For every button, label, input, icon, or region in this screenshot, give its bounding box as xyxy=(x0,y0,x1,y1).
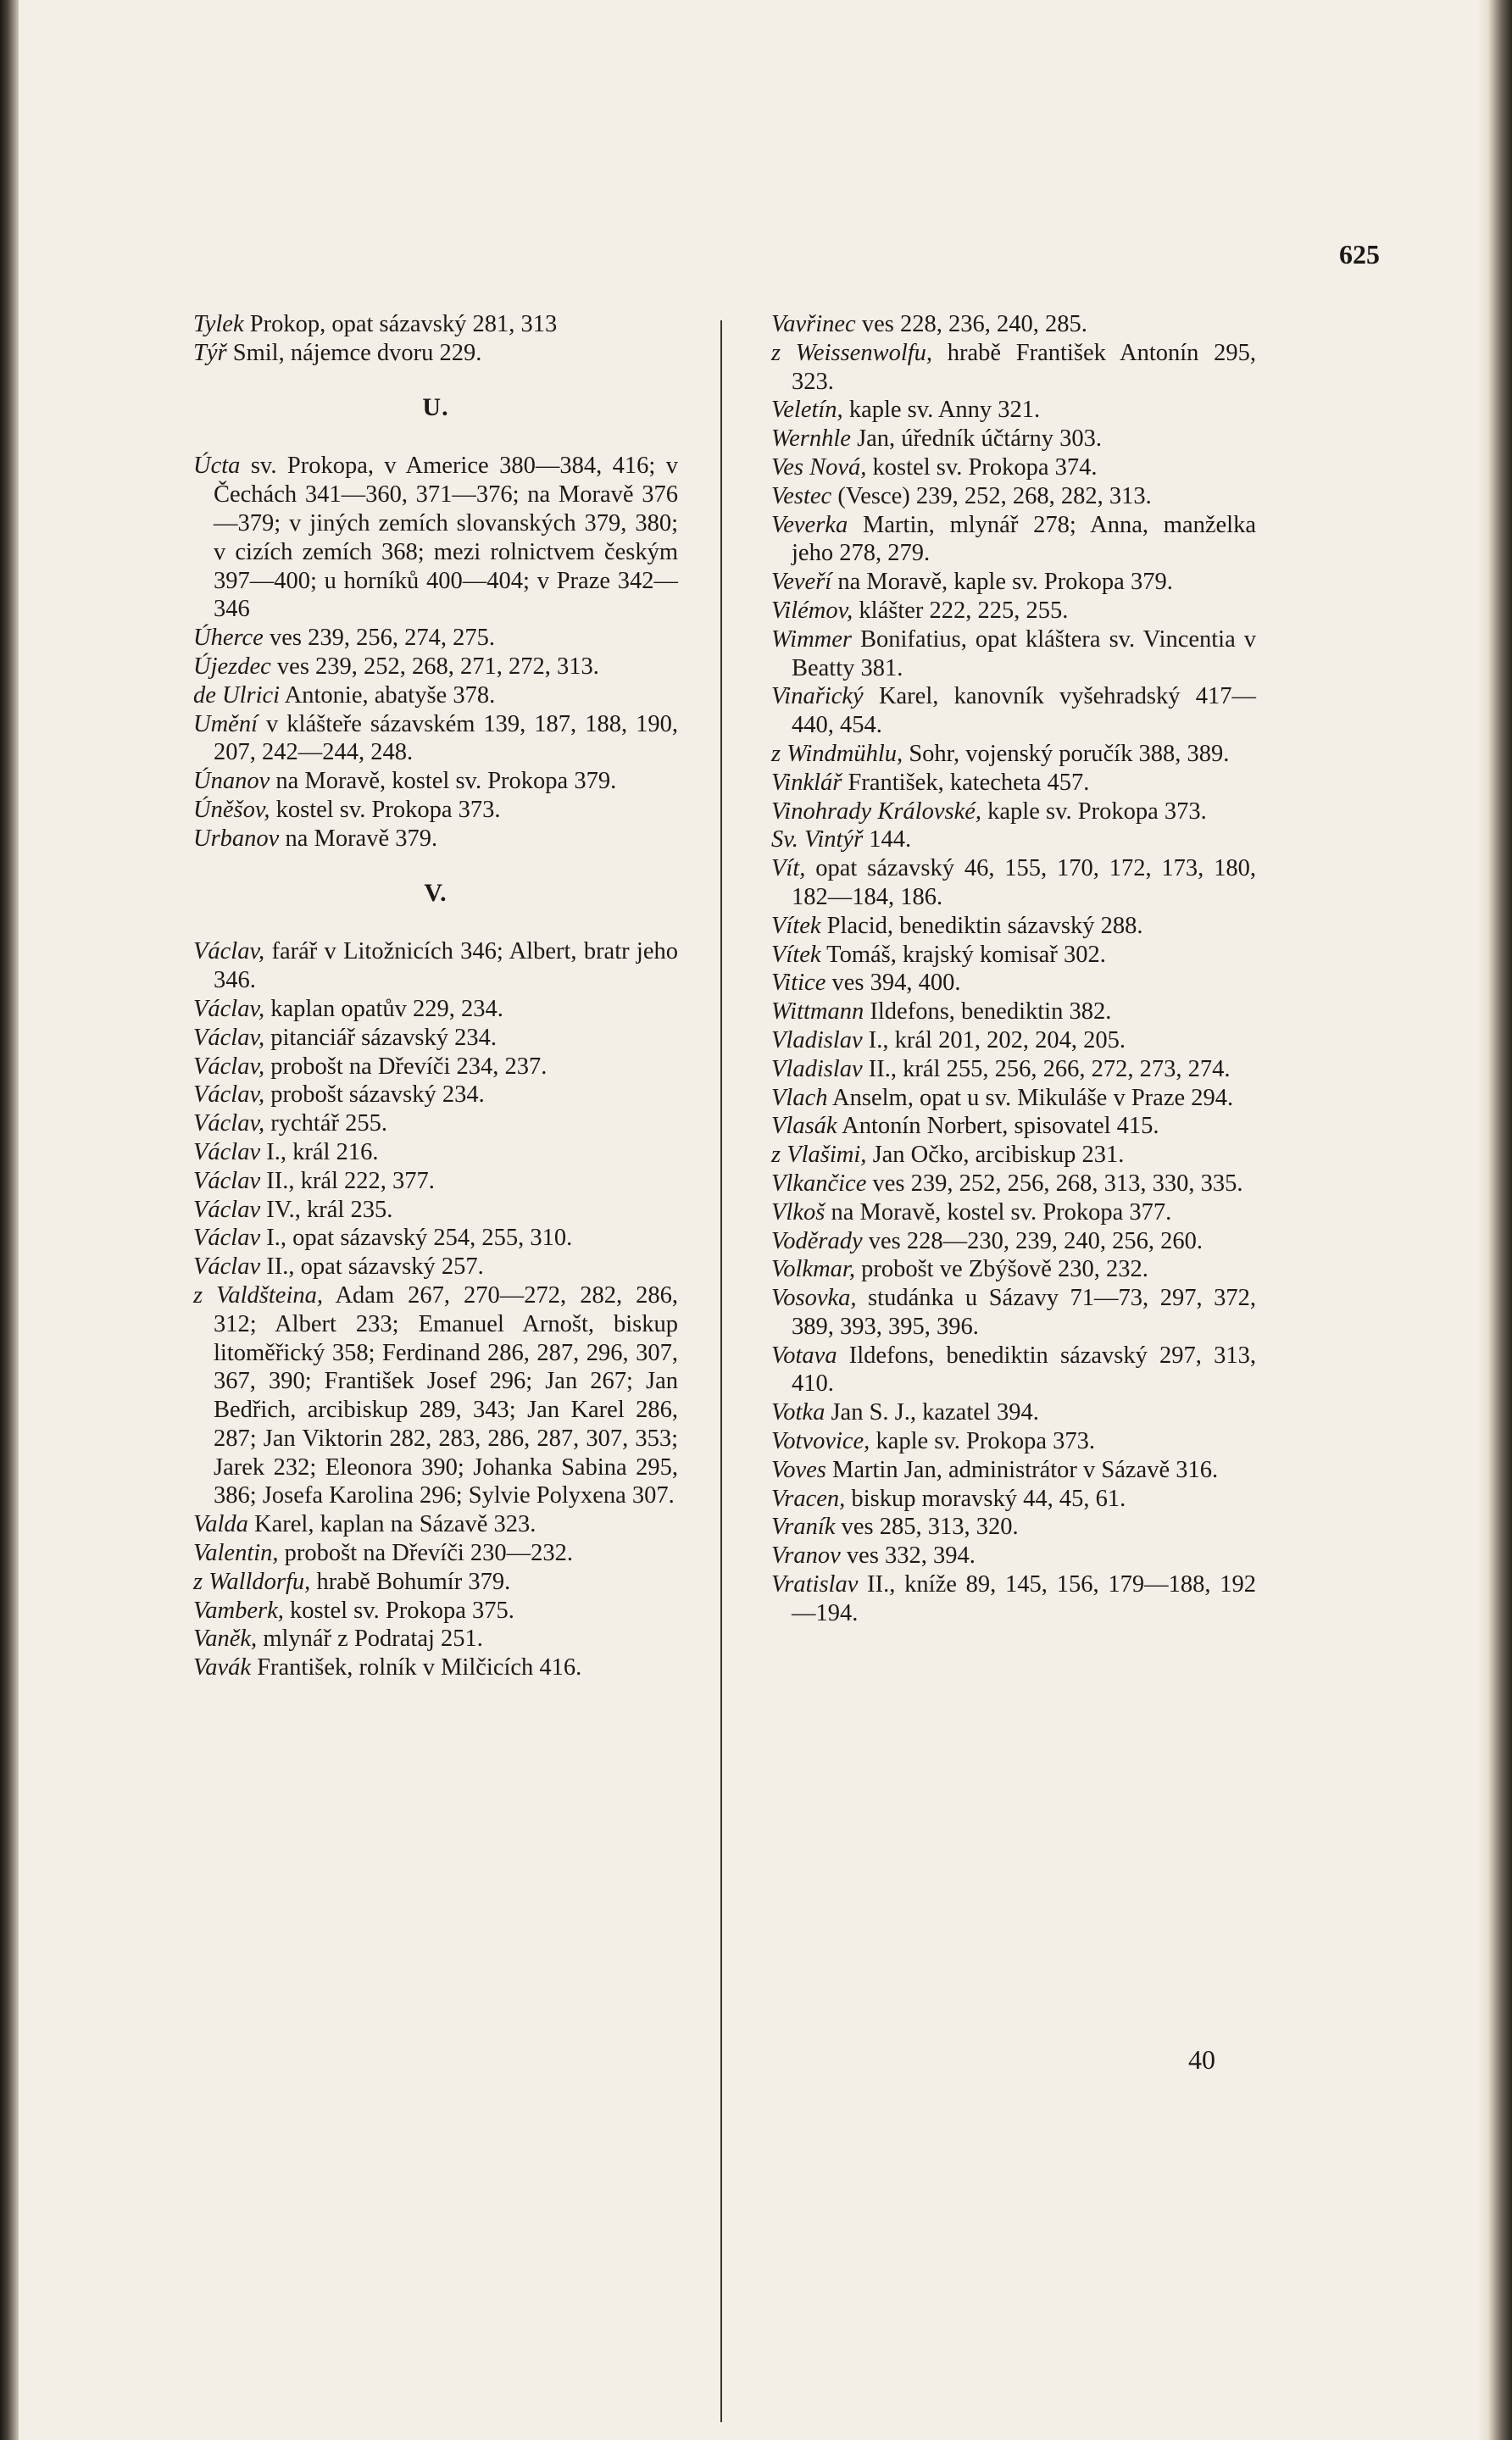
index-entry-headword: Václav xyxy=(193,1253,261,1281)
index-entry-headword: Wernhle xyxy=(771,425,851,453)
index-entry-headword: Václav xyxy=(193,1225,261,1252)
index-entry-text: Antonín Norbert, spisovatel 415. xyxy=(837,1113,1159,1140)
index-entry xyxy=(771,682,1256,740)
index-entry xyxy=(193,1625,678,1654)
index-entry-headword: de Ulrici xyxy=(193,681,281,709)
section-letter-heading: U. xyxy=(422,392,449,421)
index-entry-headword: Vinařický xyxy=(771,683,864,710)
index-entry-text: 144. xyxy=(863,826,912,853)
index-entry xyxy=(771,1026,1256,1055)
index-entry xyxy=(771,1427,1256,1456)
index-entry-text: pitanciář sázavský 234. xyxy=(264,1024,497,1051)
index-entry-text: František, rolník v Milčicích 416. xyxy=(251,1654,582,1681)
index-entry xyxy=(193,937,678,995)
index-entry xyxy=(771,396,1256,425)
index-entry-headword: Václav, xyxy=(193,1053,265,1080)
index-entry xyxy=(771,1112,1256,1141)
index-entry xyxy=(771,1456,1256,1485)
index-entry xyxy=(771,825,1256,854)
index-entry-headword: Vlkančice xyxy=(771,1170,867,1197)
index-entry xyxy=(771,1084,1256,1113)
index-entry-headword: Václav xyxy=(193,1138,261,1165)
index-entry xyxy=(771,597,1256,625)
index-entry-headword: z Weissenwolfu, xyxy=(771,339,933,366)
index-entry-headword: Vestec xyxy=(771,482,832,509)
index-entry-headword: Vladislav xyxy=(771,1026,863,1053)
index-entry xyxy=(193,796,678,825)
index-entry-text: Martin Jan, administrátor v Sázavě 316. xyxy=(825,1456,1219,1483)
index-entry xyxy=(771,1570,1256,1628)
index-entry-text: Martin, mlynář 278; Anna, manželka jeho 278, 279. xyxy=(792,511,1256,567)
index-entry xyxy=(771,798,1256,826)
index-entry xyxy=(771,339,1256,397)
index-entry-text: I., král 216. xyxy=(260,1138,379,1165)
index-entry-headword: z Windmühlu, xyxy=(771,740,903,767)
index-entry xyxy=(771,912,1256,941)
index-entry xyxy=(771,769,1256,798)
index-entry-text: kaple sv. Prokopa 373. xyxy=(981,798,1207,825)
index-entry-text: I., opat sázavský 254, 255, 310. xyxy=(260,1225,573,1252)
index-entry xyxy=(193,653,678,681)
index-entry xyxy=(771,425,1256,453)
index-entry-headword: Úněšov, xyxy=(193,796,270,823)
index-entry-text: II., kníže 89, 145, 156, 179—188, 192—194. xyxy=(792,1571,1256,1626)
index-entry-text: na Moravě, kostel sv. Prokopa 379. xyxy=(270,768,617,795)
index-entry-text: ves 239, 252, 268, 271, 272, 313. xyxy=(270,653,599,680)
index-entry-text: probošt ve Zbýšově 230, 232. xyxy=(854,1256,1148,1283)
index-entry-headword: Újezdec xyxy=(193,653,271,680)
index-entry-text: kostel sv. Prokopa 375. xyxy=(283,1597,514,1624)
index-entry-headword: Voděrady xyxy=(771,1227,863,1254)
index-entry-headword: Voves xyxy=(771,1456,826,1483)
index-entry-headword: Vranov xyxy=(771,1542,841,1570)
index-entry-headword: Vlach xyxy=(771,1084,828,1111)
index-entry-headword: Tylek xyxy=(193,311,244,337)
index-entry-headword: Václav, xyxy=(193,995,265,1022)
index-entry xyxy=(771,1055,1256,1084)
index-entry-headword: Vavřinec xyxy=(771,311,856,337)
page-edge-shadow xyxy=(1478,0,1512,2440)
index-entry-text: na Moravě, kostel sv. Prokopa 377. xyxy=(825,1198,1172,1226)
index-entry-headword: Vinklář xyxy=(771,769,842,796)
index-entry-headword: Vosovka, xyxy=(771,1285,857,1312)
index-entry-text: Antonie, abatyše 378. xyxy=(280,681,496,709)
index-entry-headword: Václav, xyxy=(193,1024,265,1051)
index-entry xyxy=(193,1654,678,1682)
index-entry-text: ves 228, 236, 240, 285. xyxy=(855,311,1087,337)
index-entry xyxy=(771,1342,1256,1399)
index-entry xyxy=(771,1227,1256,1256)
index-entry-text: opat sázavský 46, 155, 170, 172, 173, 180, 182—184, 186. xyxy=(792,855,1256,910)
index-entry-text: rychtář 255. xyxy=(264,1110,387,1137)
index-entry-text: ves 228—230, 239, 240, 256, 260. xyxy=(862,1227,1203,1254)
index-entry-headword: Valda xyxy=(193,1511,248,1538)
index-entry xyxy=(771,740,1256,769)
index-entry-headword: Václav xyxy=(193,1167,261,1194)
index-entry-text: v klášteře sázavském 139, 187, 188, 190, 207, 242—244, 248. xyxy=(214,710,678,766)
index-entry-headword: Vavák xyxy=(193,1654,252,1681)
index-entry-text: kaple sv. Anny 321. xyxy=(842,397,1041,424)
index-entry-text: IV., král 235. xyxy=(260,1196,393,1223)
index-entry-headword: Václav, xyxy=(193,938,265,965)
index-entry xyxy=(771,511,1256,569)
index-entry xyxy=(193,624,678,653)
index-entry-headword: Vracen, xyxy=(771,1485,846,1512)
index-entry-text: biskup moravský 44, 45, 61. xyxy=(845,1485,1126,1512)
index-entry xyxy=(771,1284,1256,1342)
index-entry-text: František, katecheta 457. xyxy=(842,769,1090,796)
index-entry xyxy=(771,1485,1256,1514)
index-entry-headword: Vraník xyxy=(771,1514,836,1541)
index-entry xyxy=(771,1255,1256,1284)
index-entry-text: klášter 222, 225, 255. xyxy=(853,597,1069,624)
index-entry-text: Tomáš, krajský komisař 302. xyxy=(820,941,1106,968)
index-column-right xyxy=(771,310,1256,1628)
index-entry xyxy=(193,1024,678,1053)
index-entry-headword: Ves Nová, xyxy=(771,453,867,481)
index-entry xyxy=(193,1053,678,1081)
index-entry-headword: Votka xyxy=(771,1399,825,1426)
index-entry xyxy=(771,969,1256,998)
index-entry-headword: Úcta xyxy=(193,453,241,480)
index-entry-text: II., opat sázavský 257. xyxy=(260,1253,484,1281)
index-entry-text: na Moravě 379. xyxy=(279,825,438,852)
index-entry-headword: Sv. Vintýř xyxy=(771,826,864,853)
index-entry xyxy=(193,452,678,624)
column-divider xyxy=(720,320,722,2422)
index-entry-text: ves 239, 256, 274, 275. xyxy=(263,625,495,652)
index-entry-text: Smil, nájemce dvoru 229. xyxy=(226,339,482,366)
index-entry-text: hrabě František Antonín 295, 323. xyxy=(792,339,1256,395)
index-column-left xyxy=(193,310,678,1682)
index-entry-text: II., král 222, 377. xyxy=(260,1167,435,1194)
index-entry-headword: z Vlašimi, xyxy=(771,1142,867,1169)
book-binding-edge xyxy=(0,0,19,2440)
index-entry-headword: Vladislav xyxy=(771,1055,863,1082)
index-entry xyxy=(193,310,678,339)
index-entry-headword: Vaněk, xyxy=(193,1626,258,1653)
index-entry-text: ves 332, 394. xyxy=(840,1542,976,1570)
index-entry-headword: Úherce xyxy=(193,625,264,652)
index-entry xyxy=(771,1542,1256,1570)
index-entry xyxy=(193,1253,678,1281)
index-entry-headword: Vít, xyxy=(771,855,806,882)
index-entry-headword: Václav xyxy=(193,1196,261,1223)
index-entry xyxy=(771,310,1256,339)
index-entry-text: Karel, kanovník vyšehradský 417—440, 454. xyxy=(792,683,1256,739)
index-entry-text: Jan Očko, arcibiskup 231. xyxy=(866,1142,1125,1169)
index-entry xyxy=(771,854,1256,912)
index-entry xyxy=(193,1568,678,1597)
index-entry-text: Karel, kaplan na Sázavě 323. xyxy=(247,1511,536,1538)
index-entry-headword: Václav, xyxy=(193,1081,265,1109)
index-entry xyxy=(193,339,678,368)
index-entry xyxy=(771,998,1256,1026)
index-entry xyxy=(193,1138,678,1167)
index-entry-headword: Únanov xyxy=(193,768,270,795)
index-entry-headword: Vratislav xyxy=(771,1571,859,1598)
index-entry xyxy=(771,1513,1256,1542)
index-entry-text: kaple sv. Prokopa 373. xyxy=(870,1428,1096,1455)
index-entry-text: Bonifatius, opat kláštera sv. Vincentia v Beatty 381. xyxy=(792,625,1256,681)
section-letter-heading: V. xyxy=(424,878,447,907)
index-entry-headword: Vilémov, xyxy=(771,597,853,624)
index-entry-headword: Wimmer xyxy=(771,625,852,653)
index-entry-text: mlynář z Podrataj 251. xyxy=(257,1626,483,1653)
index-entry-headword: Votvovice, xyxy=(771,1428,870,1455)
index-entry xyxy=(193,1597,678,1626)
index-entry-text: kaplan opatův 229, 234. xyxy=(264,995,503,1022)
index-entry-headword: z Walldorfu, xyxy=(193,1568,311,1595)
index-entry-text: Ildefons, benediktin sázavský 297, 313, 410. xyxy=(792,1342,1256,1398)
index-entry-headword: Veverka xyxy=(771,511,848,538)
index-entry-text: Ildefons, benediktin 382. xyxy=(864,998,1112,1025)
page-number: 625 xyxy=(1339,239,1380,270)
index-entry-headword: Vlkoš xyxy=(771,1198,825,1226)
index-entry xyxy=(193,825,678,853)
index-entry-headword: Týř xyxy=(193,339,227,366)
index-entry-text: ves 394, 400. xyxy=(825,970,961,997)
index-entry-headword: Urbanov xyxy=(193,825,280,852)
index-entry xyxy=(771,482,1256,511)
index-entry-text: sv. Prokopa, v Americe 380—384, 416; v Čechách 341—360, 371—376; na Moravě 376—379; v jiných zemích slovanských 379, 380; v cizích zemích 368; mezi rolnictvem českým 397—400; u horníků 400—404; v Praze 342—346 xyxy=(214,453,678,623)
index-entry-headword: Volkmar, xyxy=(771,1256,855,1283)
index-entry-headword: Veletín, xyxy=(771,397,843,424)
index-entry-text: na Moravě, kaple sv. Prokopa 379. xyxy=(831,569,1173,596)
index-entry xyxy=(193,710,678,768)
index-entry-text: probošt sázavský 234. xyxy=(264,1081,485,1109)
index-entry-text: Jan, úředník účtárny 303. xyxy=(850,425,1102,453)
index-entry-headword: Vitice xyxy=(771,970,826,997)
index-entry xyxy=(193,1539,678,1568)
index-entry-text: I., král 201, 202, 204, 205. xyxy=(862,1026,1126,1053)
index-entry xyxy=(771,941,1256,970)
index-entry-headword: Vlasák xyxy=(771,1113,837,1140)
index-entry-headword: Votava xyxy=(771,1342,837,1369)
index-entry-headword: Umění xyxy=(193,710,258,737)
index-entry xyxy=(193,1109,678,1138)
index-entry-text: ves 239, 252, 256, 268, 313, 330, 335. xyxy=(866,1170,1243,1197)
index-entry-headword: Wittmann xyxy=(771,998,864,1025)
index-entry-headword: Valentin, xyxy=(193,1540,279,1567)
index-entry-text: hrabě Bohumír 379. xyxy=(310,1568,511,1595)
index-entry xyxy=(193,1281,678,1510)
index-entry-headword: Veveří xyxy=(771,569,832,596)
index-entry xyxy=(771,1198,1256,1227)
index-entry-headword: Václav, xyxy=(193,1110,265,1137)
index-entry xyxy=(771,625,1256,683)
index-entry xyxy=(771,453,1256,482)
index-entry xyxy=(193,681,678,710)
index-entry-text: Placid, benediktin sázavský 288. xyxy=(820,912,1143,939)
index-entry-text: ves 285, 313, 320. xyxy=(835,1514,1019,1541)
index-entry-text: (Vesce) 239, 252, 268, 282, 313. xyxy=(831,482,1152,509)
index-entry xyxy=(193,1196,678,1225)
index-entry-text: Adam 267, 270—272, 282, 286, 312; Albert 233; Emanuel Arnošt, biskup litoměřický 358; Ferdinand 286, 287, 296, 307, 367, 390; František Josef 296; Jan 267; Jan Bedřich, arcibiskup 289, 343; Jan Karel 286, 287; Jan Viktorin 282, 283, 286, 287, 307, 353; Jarek 232; Eleonora 390; Johanka Sabina 295, 386; Josefa Karolina 296; Sylvie Polyxena 307. xyxy=(214,1281,678,1509)
index-entry-text: Prokop, opat sázavský 281, 313 xyxy=(243,311,558,337)
index-entry-text: Sohr, vojenský poručík 388, 389. xyxy=(903,740,1230,767)
index-entry xyxy=(193,767,678,796)
index-entry xyxy=(771,1170,1256,1198)
index-entry-headword: Vamberk, xyxy=(193,1597,284,1624)
index-entry-headword: Vítek xyxy=(771,912,821,939)
index-entry xyxy=(193,1081,678,1109)
index-entry xyxy=(771,1141,1256,1170)
index-entry xyxy=(193,1224,678,1253)
folio-signature-mark: 40 xyxy=(1188,2044,1215,2075)
index-entry xyxy=(771,568,1256,597)
index-entry-text: studánka u Sázavy 71—73, 297, 372, 389, 393, 395, 396. xyxy=(792,1285,1256,1340)
index-entry xyxy=(193,1167,678,1196)
index-entry-text: probošt na Dřevíči 230—232. xyxy=(278,1540,574,1567)
index-entry-text: Anselm, opat u sv. Mikuláše v Praze 294. xyxy=(827,1084,1234,1111)
index-entry xyxy=(771,1398,1256,1427)
index-entry-text: kostel sv. Prokopa 373. xyxy=(270,796,501,823)
index-entry xyxy=(193,995,678,1024)
index-entry-text: farář v Litožnicích 346; Albert, bratr jeho 346. xyxy=(214,938,678,994)
index-entry-text: Jan S. J., kazatel 394. xyxy=(825,1399,1039,1426)
index-entry-text: probošt na Dřevíči 234, 237. xyxy=(264,1053,548,1080)
index-entry-text: kostel sv. Prokopa 374. xyxy=(866,453,1098,481)
index-entry-text: II., král 255, 256, 266, 272, 273, 274. xyxy=(862,1055,1231,1082)
index-entry-headword: Vinohrady Královské, xyxy=(771,798,982,825)
index-entry xyxy=(193,1510,678,1539)
index-entry-headword: Vítek xyxy=(771,941,821,968)
index-entry-headword: z Valdšteina, xyxy=(193,1281,323,1309)
